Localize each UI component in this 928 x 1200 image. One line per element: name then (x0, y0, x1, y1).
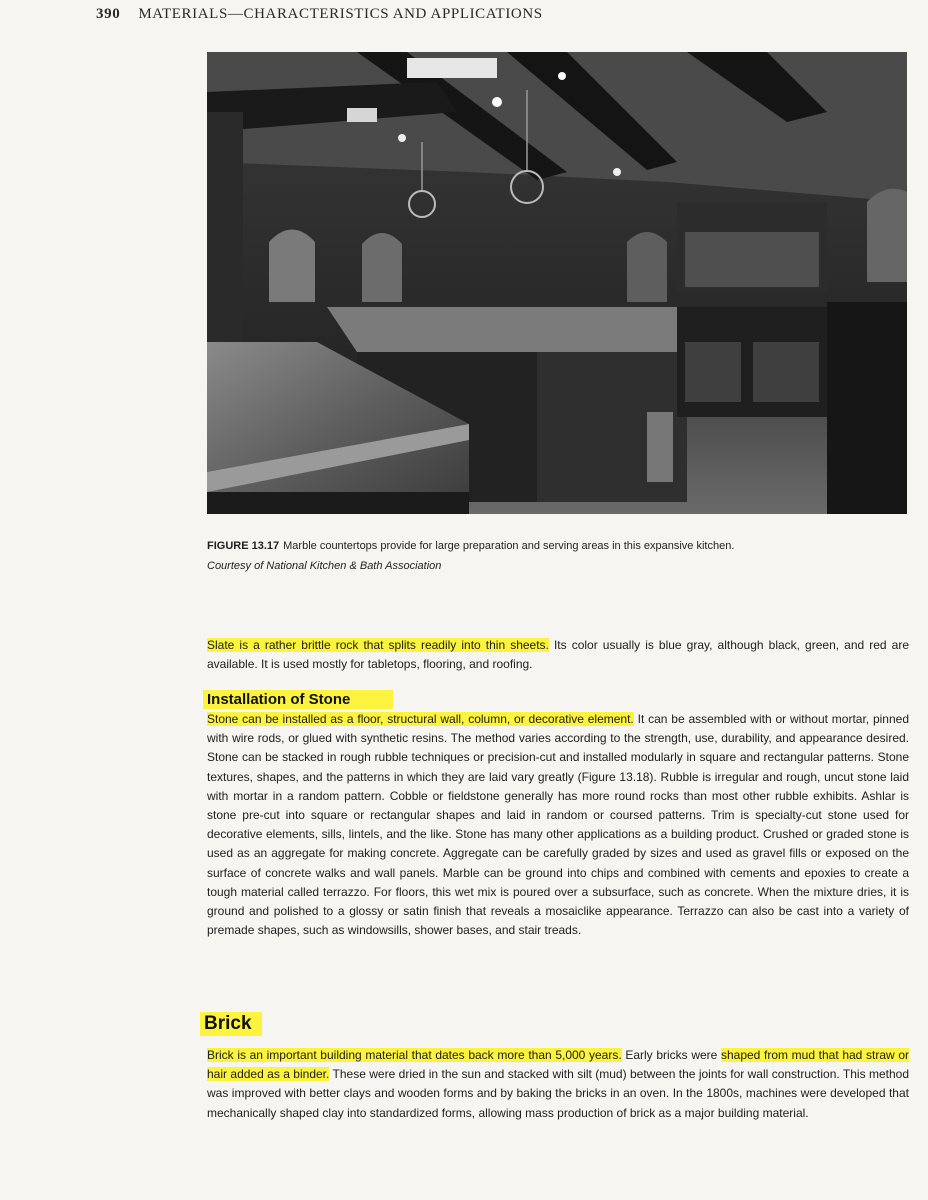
kitchen-photo (207, 52, 907, 514)
installation-paragraph (207, 710, 909, 940)
installation-highlighted-text: Stone can be installed as a floor, structural wall, column, or decorative element. (207, 712, 634, 726)
brick-highlighted-text-2: shaped from mud that had straw or hair added as a binder. (207, 1048, 909, 1082)
installation-heading: Installation of Stone (203, 690, 393, 709)
figure-caption (207, 536, 907, 576)
slate-text: Its color usually is blue gray, although black, green, and red are available. It is used mostly for tabletops, flooring, and roofing. (207, 638, 909, 672)
figure-caption-text: Marble countertops provide for large preparation and serving areas in this expansive kitchen. (283, 540, 735, 552)
running-header (96, 6, 876, 30)
installation-text: It can be assembled with or without mortar, pinned with wire rods, or glued with synthetic resins. The method varies according to the strength, use, durability, and appearance desired. Stone can be stacked in rough rubble techniques or precision-cut and installed modularly in square and rectangular patterns. Stone textures, shapes, and the patterns in which they are laid vary greatly (Figure 13.18). Rubble is irregular and rough, uncut stone laid with mortar in a random pattern. Cobble or fieldstone generally has more round rocks than most other rubble exhibits. Ashlar is stone pre-cut into square or rectangular shapes and laid in random or coursed patterns. Trim is specialty-cut stone used for decorative elements, sills, lintels, and the like. Stone has many other applications as a building product. Crushed or graded stone is used as an aggregate for making concrete. Aggregate can be carefully graded by sizes and used as gravel fills or exposed on the surface of concrete walks and wall panels. Marble can be ground into chips and combined with cements and epoxies to create a tough material called terrazzo. For floors, this wet mix is poured over a subsurface, such as concrete. When the mixture dries, it is ground and polished to a glossy or satin finish that reveals a mosaiclike appearance. Terrazzo can also be cast into a variety of premade shapes, such as windowsills, shower bases, and stair treads. (207, 712, 910, 938)
brick-paragraph (207, 1046, 909, 1123)
page-number: 390 (96, 6, 121, 22)
running-title: MATERIALS—CHARACTERISTICS AND APPLICATIONS (138, 6, 543, 22)
slate-highlighted-text: Slate is a rather brittle rock that splits readily into thin sheets. (207, 638, 549, 652)
figure-credit: Courtesy of National Kitchen & Bath Association (207, 560, 442, 572)
brick-heading: Brick (200, 1012, 262, 1036)
brick-highlighted-text-1: Brick is an important building material that dates back more than 5,000 years. (207, 1048, 622, 1062)
brick-text-mid: Early bricks were (621, 1048, 721, 1062)
brick-text: These were dried in the sun and stacked with silt (mud) between the joints for wall construction. This method was improved with better clays and wooden forms and by baking the bricks in an oven. In the 1800s, machines were developed that mechanically shaped clay into standardized forms, allowing mass production of brick as a major building material. (207, 1067, 910, 1120)
figure-label: FIGURE 13.17 (207, 540, 280, 552)
kitchen-photo-drawing (207, 52, 907, 514)
slate-paragraph (207, 636, 909, 674)
